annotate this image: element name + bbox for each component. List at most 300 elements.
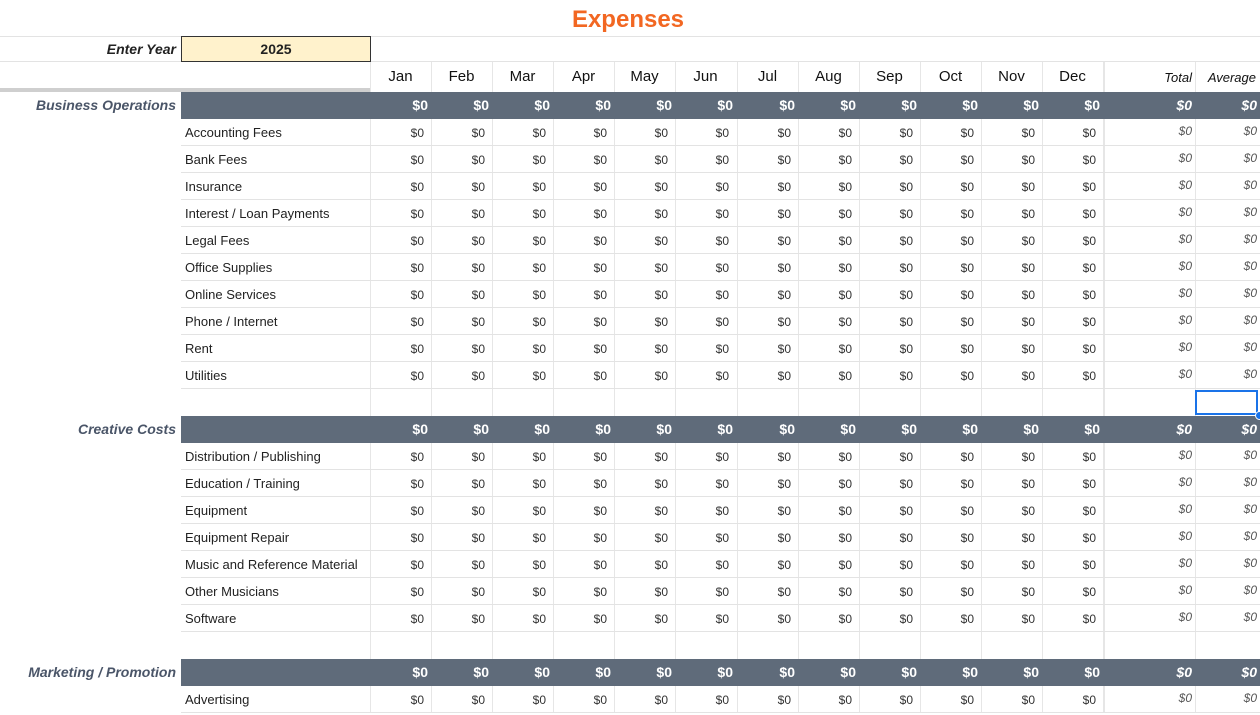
expense-cell[interactable]: $0 (532, 585, 546, 599)
expense-cell[interactable]: $0 (654, 585, 668, 599)
expense-cell[interactable]: $0 (838, 207, 852, 221)
expense-cell[interactable]: $0 (593, 126, 607, 140)
item-total[interactable]: $0 (1178, 475, 1192, 489)
item-average[interactable]: $0 (1243, 502, 1257, 516)
expense-cell[interactable]: $0 (1021, 207, 1035, 221)
expense-cell[interactable]: $0 (1082, 585, 1096, 599)
expense-cell[interactable]: $0 (1082, 180, 1096, 194)
expense-cell[interactable]: $0 (960, 288, 974, 302)
expense-cell[interactable]: $0 (838, 450, 852, 464)
expense-cell[interactable]: $0 (654, 693, 668, 707)
expense-cell[interactable]: $0 (960, 153, 974, 167)
expense-cell[interactable]: $0 (777, 153, 791, 167)
expense-cell[interactable]: $0 (838, 693, 852, 707)
expense-cell[interactable]: $0 (1082, 450, 1096, 464)
item-total[interactable]: $0 (1178, 610, 1192, 624)
expense-cell[interactable]: $0 (654, 504, 668, 518)
expense-cell[interactable]: $0 (960, 369, 974, 383)
expense-cell[interactable]: $0 (532, 234, 546, 248)
item-total[interactable]: $0 (1178, 448, 1192, 462)
expense-cell[interactable]: $0 (960, 315, 974, 329)
expense-item-label[interactable]: Accounting Fees (185, 125, 282, 140)
expense-cell[interactable]: $0 (410, 288, 424, 302)
expense-cell[interactable]: $0 (838, 504, 852, 518)
expense-item-label[interactable]: Legal Fees (185, 233, 250, 248)
expense-cell[interactable]: $0 (777, 558, 791, 572)
expense-cell[interactable]: $0 (899, 477, 913, 491)
expense-cell[interactable]: $0 (593, 261, 607, 275)
expense-cell[interactable]: $0 (960, 234, 974, 248)
expense-cell[interactable]: $0 (532, 450, 546, 464)
expense-cell[interactable]: $0 (1021, 126, 1035, 140)
item-average[interactable]: $0 (1243, 556, 1257, 570)
item-average[interactable]: $0 (1243, 529, 1257, 543)
expense-cell[interactable]: $0 (899, 288, 913, 302)
expense-cell[interactable]: $0 (960, 450, 974, 464)
section-month-total[interactable]: $0 (779, 421, 795, 437)
section-month-total[interactable]: $0 (901, 97, 917, 113)
expense-cell[interactable]: $0 (777, 126, 791, 140)
expense-item-label[interactable]: Advertising (185, 692, 250, 707)
expense-cell[interactable]: $0 (654, 612, 668, 626)
expense-cell[interactable]: $0 (471, 153, 485, 167)
section-month-total[interactable]: $0 (412, 421, 428, 437)
expense-cell[interactable]: $0 (960, 261, 974, 275)
item-average[interactable]: $0 (1243, 610, 1257, 624)
expense-cell[interactable]: $0 (960, 180, 974, 194)
expense-cell[interactable]: $0 (838, 261, 852, 275)
expense-cell[interactable]: $0 (1082, 261, 1096, 275)
expense-cell[interactable]: $0 (654, 126, 668, 140)
expense-cell[interactable]: $0 (471, 369, 485, 383)
expense-cell[interactable]: $0 (899, 180, 913, 194)
expense-cell[interactable]: $0 (532, 558, 546, 572)
expense-cell[interactable]: $0 (1082, 153, 1096, 167)
expense-cell[interactable]: $0 (899, 558, 913, 572)
section-month-total[interactable]: $0 (779, 664, 795, 680)
expense-cell[interactable]: $0 (532, 315, 546, 329)
expense-cell[interactable]: $0 (838, 369, 852, 383)
item-total[interactable]: $0 (1178, 313, 1192, 327)
expense-cell[interactable]: $0 (1021, 477, 1035, 491)
expense-cell[interactable]: $0 (410, 180, 424, 194)
expense-cell[interactable]: $0 (532, 531, 546, 545)
expense-item-label[interactable]: Online Services (185, 287, 277, 302)
expense-cell[interactable]: $0 (838, 531, 852, 545)
section-month-total[interactable]: $0 (656, 97, 672, 113)
section-month-total[interactable]: $0 (534, 664, 550, 680)
section-total[interactable]: $0 (1176, 97, 1192, 113)
item-average[interactable]: $0 (1243, 259, 1257, 273)
expense-cell[interactable]: $0 (899, 585, 913, 599)
expense-cell[interactable]: $0 (532, 288, 546, 302)
section-month-total[interactable]: $0 (656, 421, 672, 437)
expense-cell[interactable]: $0 (715, 450, 729, 464)
item-total[interactable]: $0 (1178, 286, 1192, 300)
expense-cell[interactable]: $0 (1082, 288, 1096, 302)
expense-cell[interactable]: $0 (654, 450, 668, 464)
expense-cell[interactable]: $0 (654, 153, 668, 167)
expense-cell[interactable]: $0 (654, 369, 668, 383)
expense-cell[interactable]: $0 (777, 234, 791, 248)
expense-cell[interactable]: $0 (715, 504, 729, 518)
expense-cell[interactable]: $0 (532, 693, 546, 707)
year-input[interactable]: 2025 (181, 36, 371, 62)
expense-item-label[interactable]: Equipment (185, 503, 248, 518)
expense-cell[interactable]: $0 (1021, 342, 1035, 356)
item-average[interactable]: $0 (1243, 205, 1257, 219)
item-average[interactable]: $0 (1243, 286, 1257, 300)
expense-cell[interactable]: $0 (1082, 234, 1096, 248)
expense-cell[interactable]: $0 (532, 342, 546, 356)
expense-cell[interactable]: $0 (593, 450, 607, 464)
expense-cell[interactable]: $0 (1082, 126, 1096, 140)
expense-cell[interactable]: $0 (471, 126, 485, 140)
expense-item-label[interactable]: Phone / Internet (185, 314, 278, 329)
expense-cell[interactable]: $0 (960, 693, 974, 707)
item-total[interactable]: $0 (1178, 124, 1192, 138)
section-month-total[interactable]: $0 (1084, 664, 1100, 680)
item-total[interactable]: $0 (1178, 205, 1192, 219)
expense-cell[interactable]: $0 (715, 153, 729, 167)
section-month-total[interactable]: $0 (1023, 421, 1039, 437)
expense-item-label[interactable]: Utilities (185, 368, 227, 383)
expense-cell[interactable]: $0 (715, 369, 729, 383)
expense-cell[interactable]: $0 (654, 477, 668, 491)
section-month-total[interactable]: $0 (901, 664, 917, 680)
expense-cell[interactable]: $0 (715, 585, 729, 599)
expense-cell[interactable]: $0 (654, 342, 668, 356)
section-month-total[interactable]: $0 (595, 421, 611, 437)
expense-cell[interactable]: $0 (471, 693, 485, 707)
item-total[interactable]: $0 (1178, 691, 1192, 705)
section-month-total[interactable]: $0 (1023, 664, 1039, 680)
expense-cell[interactable]: $0 (1021, 612, 1035, 626)
expense-cell[interactable]: $0 (715, 234, 729, 248)
section-average[interactable]: $0 (1241, 97, 1257, 113)
expense-cell[interactable]: $0 (471, 450, 485, 464)
expense-cell[interactable]: $0 (471, 504, 485, 518)
expense-cell[interactable]: $0 (899, 207, 913, 221)
expense-cell[interactable]: $0 (899, 261, 913, 275)
expense-cell[interactable]: $0 (410, 558, 424, 572)
expense-item-label[interactable]: Education / Training (185, 476, 300, 491)
expense-cell[interactable]: $0 (838, 288, 852, 302)
expense-cell[interactable]: $0 (410, 207, 424, 221)
expense-cell[interactable]: $0 (654, 207, 668, 221)
expense-cell[interactable]: $0 (532, 207, 546, 221)
section-month-total[interactable]: $0 (534, 421, 550, 437)
item-total[interactable]: $0 (1178, 583, 1192, 597)
expense-cell[interactable]: $0 (593, 153, 607, 167)
expense-item-label[interactable]: Software (185, 611, 237, 626)
expense-cell[interactable]: $0 (593, 288, 607, 302)
expense-item-label[interactable]: Rent (185, 341, 213, 356)
item-average[interactable]: $0 (1243, 151, 1257, 165)
section-month-total[interactable]: $0 (595, 664, 611, 680)
selected-cell[interactable] (1195, 390, 1258, 415)
expense-cell[interactable]: $0 (593, 180, 607, 194)
section-month-total[interactable]: $0 (962, 664, 978, 680)
expense-cell[interactable]: $0 (838, 585, 852, 599)
section-average[interactable]: $0 (1241, 664, 1257, 680)
expense-cell[interactable]: $0 (532, 261, 546, 275)
expense-item-label[interactable]: Bank Fees (185, 152, 248, 167)
section-month-total[interactable]: $0 (656, 664, 672, 680)
expense-cell[interactable]: $0 (654, 288, 668, 302)
section-month-total[interactable]: $0 (779, 97, 795, 113)
expense-cell[interactable]: $0 (960, 558, 974, 572)
expense-cell[interactable]: $0 (410, 450, 424, 464)
expense-cell[interactable]: $0 (410, 504, 424, 518)
expense-cell[interactable]: $0 (410, 612, 424, 626)
section-month-total[interactable]: $0 (901, 421, 917, 437)
expense-cell[interactable]: $0 (593, 369, 607, 383)
expense-cell[interactable]: $0 (532, 612, 546, 626)
expense-cell[interactable]: $0 (715, 126, 729, 140)
expense-cell[interactable]: $0 (471, 315, 485, 329)
expense-cell[interactable]: $0 (593, 315, 607, 329)
expense-cell[interactable]: $0 (777, 369, 791, 383)
expense-cell[interactable]: $0 (899, 531, 913, 545)
item-average[interactable]: $0 (1243, 313, 1257, 327)
expense-cell[interactable]: $0 (471, 207, 485, 221)
expense-cell[interactable]: $0 (1021, 261, 1035, 275)
expense-cell[interactable]: $0 (1082, 693, 1096, 707)
expense-cell[interactable]: $0 (715, 531, 729, 545)
expense-cell[interactable]: $0 (1021, 585, 1035, 599)
expense-cell[interactable]: $0 (838, 234, 852, 248)
expense-cell[interactable]: $0 (777, 315, 791, 329)
expense-cell[interactable]: $0 (899, 315, 913, 329)
expense-cell[interactable]: $0 (1021, 288, 1035, 302)
expense-cell[interactable]: $0 (1082, 369, 1096, 383)
expense-cell[interactable]: $0 (471, 180, 485, 194)
expense-cell[interactable]: $0 (410, 342, 424, 356)
section-month-total[interactable]: $0 (1084, 97, 1100, 113)
expense-cell[interactable]: $0 (899, 369, 913, 383)
section-total[interactable]: $0 (1176, 421, 1192, 437)
item-total[interactable]: $0 (1178, 556, 1192, 570)
section-month-total[interactable]: $0 (473, 664, 489, 680)
item-average[interactable]: $0 (1243, 232, 1257, 246)
expense-cell[interactable]: $0 (410, 153, 424, 167)
section-month-total[interactable]: $0 (962, 97, 978, 113)
expense-cell[interactable]: $0 (960, 612, 974, 626)
section-month-total[interactable]: $0 (412, 664, 428, 680)
expense-cell[interactable]: $0 (715, 207, 729, 221)
expense-cell[interactable]: $0 (960, 342, 974, 356)
expense-cell[interactable]: $0 (593, 477, 607, 491)
item-total[interactable]: $0 (1178, 340, 1192, 354)
expense-item-label[interactable]: Insurance (185, 179, 243, 194)
expense-cell[interactable]: $0 (1082, 315, 1096, 329)
expense-cell[interactable]: $0 (654, 180, 668, 194)
expense-cell[interactable]: $0 (715, 693, 729, 707)
expense-cell[interactable]: $0 (777, 612, 791, 626)
expense-cell[interactable]: $0 (532, 126, 546, 140)
expense-cell[interactable]: $0 (593, 612, 607, 626)
section-month-total[interactable]: $0 (473, 97, 489, 113)
expense-cell[interactable]: $0 (715, 612, 729, 626)
expense-cell[interactable]: $0 (777, 450, 791, 464)
expense-cell[interactable]: $0 (715, 558, 729, 572)
expense-cell[interactable]: $0 (899, 612, 913, 626)
expense-cell[interactable]: $0 (838, 153, 852, 167)
expense-cell[interactable]: $0 (777, 477, 791, 491)
section-month-total[interactable]: $0 (717, 421, 733, 437)
expense-cell[interactable]: $0 (960, 207, 974, 221)
item-total[interactable]: $0 (1178, 151, 1192, 165)
expense-cell[interactable]: $0 (1082, 504, 1096, 518)
expense-cell[interactable]: $0 (593, 234, 607, 248)
item-total[interactable]: $0 (1178, 529, 1192, 543)
expense-cell[interactable]: $0 (410, 315, 424, 329)
expense-cell[interactable]: $0 (593, 531, 607, 545)
expense-cell[interactable]: $0 (1021, 531, 1035, 545)
expense-cell[interactable]: $0 (593, 342, 607, 356)
expense-cell[interactable]: $0 (654, 315, 668, 329)
item-average[interactable]: $0 (1243, 691, 1257, 705)
expense-cell[interactable]: $0 (777, 693, 791, 707)
expense-cell[interactable]: $0 (1082, 612, 1096, 626)
expense-cell[interactable]: $0 (715, 315, 729, 329)
expense-cell[interactable]: $0 (471, 477, 485, 491)
expense-cell[interactable]: $0 (410, 369, 424, 383)
section-average[interactable]: $0 (1241, 421, 1257, 437)
expense-cell[interactable]: $0 (777, 504, 791, 518)
expense-cell[interactable]: $0 (471, 288, 485, 302)
expense-cell[interactable]: $0 (1082, 477, 1096, 491)
expense-cell[interactable]: $0 (899, 153, 913, 167)
expense-cell[interactable]: $0 (715, 261, 729, 275)
section-month-total[interactable]: $0 (962, 421, 978, 437)
expense-cell[interactable]: $0 (899, 450, 913, 464)
expense-item-label[interactable]: Music and Reference Material (185, 557, 358, 572)
section-month-total[interactable]: $0 (840, 97, 856, 113)
expense-cell[interactable]: $0 (899, 234, 913, 248)
expense-cell[interactable]: $0 (471, 612, 485, 626)
section-month-total[interactable]: $0 (595, 97, 611, 113)
expense-cell[interactable]: $0 (410, 693, 424, 707)
expense-cell[interactable]: $0 (593, 207, 607, 221)
expense-cell[interactable]: $0 (471, 261, 485, 275)
expense-cell[interactable]: $0 (654, 261, 668, 275)
expense-cell[interactable]: $0 (960, 126, 974, 140)
expense-cell[interactable]: $0 (471, 558, 485, 572)
expense-cell[interactable]: $0 (1021, 693, 1035, 707)
item-average[interactable]: $0 (1243, 340, 1257, 354)
expense-cell[interactable]: $0 (777, 288, 791, 302)
expense-cell[interactable]: $0 (532, 153, 546, 167)
expense-item-label[interactable]: Distribution / Publishing (185, 449, 321, 464)
expense-cell[interactable]: $0 (471, 531, 485, 545)
expense-cell[interactable]: $0 (532, 504, 546, 518)
expense-cell[interactable]: $0 (593, 558, 607, 572)
expense-cell[interactable]: $0 (838, 126, 852, 140)
section-month-total[interactable]: $0 (840, 421, 856, 437)
item-total[interactable]: $0 (1178, 178, 1192, 192)
expense-item-label[interactable]: Equipment Repair (185, 530, 290, 545)
expense-cell[interactable]: $0 (410, 531, 424, 545)
expense-cell[interactable]: $0 (654, 558, 668, 572)
expense-cell[interactable]: $0 (532, 477, 546, 491)
expense-item-label[interactable]: Other Musicians (185, 584, 279, 599)
expense-cell[interactable]: $0 (410, 261, 424, 275)
expense-cell[interactable]: $0 (1021, 153, 1035, 167)
expense-cell[interactable]: $0 (532, 180, 546, 194)
expense-item-label[interactable]: Office Supplies (185, 260, 273, 275)
expense-cell[interactable]: $0 (777, 207, 791, 221)
item-average[interactable]: $0 (1243, 124, 1257, 138)
section-month-total[interactable]: $0 (717, 664, 733, 680)
item-average[interactable]: $0 (1243, 583, 1257, 597)
expense-cell[interactable]: $0 (838, 612, 852, 626)
expense-cell[interactable]: $0 (838, 558, 852, 572)
expense-cell[interactable]: $0 (654, 234, 668, 248)
expense-cell[interactable]: $0 (1021, 504, 1035, 518)
section-month-total[interactable]: $0 (534, 97, 550, 113)
item-total[interactable]: $0 (1178, 259, 1192, 273)
expense-cell[interactable]: $0 (899, 693, 913, 707)
item-total[interactable]: $0 (1178, 367, 1192, 381)
expense-cell[interactable]: $0 (960, 504, 974, 518)
expense-cell[interactable]: $0 (960, 477, 974, 491)
expense-cell[interactable]: $0 (777, 585, 791, 599)
expense-cell[interactable]: $0 (1082, 342, 1096, 356)
expense-cell[interactable]: $0 (654, 531, 668, 545)
expense-cell[interactable]: $0 (593, 504, 607, 518)
expense-cell[interactable]: $0 (715, 288, 729, 302)
expense-cell[interactable]: $0 (593, 693, 607, 707)
expense-cell[interactable]: $0 (838, 477, 852, 491)
expense-cell[interactable]: $0 (410, 477, 424, 491)
expense-cell[interactable]: $0 (899, 504, 913, 518)
expense-cell[interactable]: $0 (410, 585, 424, 599)
expense-cell[interactable]: $0 (532, 369, 546, 383)
expense-cell[interactable]: $0 (1082, 558, 1096, 572)
expense-cell[interactable]: $0 (960, 585, 974, 599)
expense-cell[interactable]: $0 (1021, 315, 1035, 329)
section-month-total[interactable]: $0 (1084, 421, 1100, 437)
fill-handle[interactable] (1255, 411, 1260, 420)
expense-cell[interactable]: $0 (838, 315, 852, 329)
expense-cell[interactable]: $0 (838, 342, 852, 356)
expense-cell[interactable]: $0 (777, 180, 791, 194)
expense-cell[interactable]: $0 (777, 342, 791, 356)
expense-cell[interactable]: $0 (1021, 234, 1035, 248)
item-total[interactable]: $0 (1178, 232, 1192, 246)
expense-cell[interactable]: $0 (777, 531, 791, 545)
expense-cell[interactable]: $0 (1021, 558, 1035, 572)
expense-cell[interactable]: $0 (1082, 207, 1096, 221)
expense-cell[interactable]: $0 (410, 234, 424, 248)
expense-cell[interactable]: $0 (410, 126, 424, 140)
expense-cell[interactable]: $0 (715, 180, 729, 194)
expense-cell[interactable]: $0 (593, 585, 607, 599)
section-month-total[interactable]: $0 (412, 97, 428, 113)
expense-cell[interactable]: $0 (960, 531, 974, 545)
expense-cell[interactable]: $0 (471, 234, 485, 248)
section-month-total[interactable]: $0 (717, 97, 733, 113)
item-total[interactable]: $0 (1178, 502, 1192, 516)
item-average[interactable]: $0 (1243, 475, 1257, 489)
expense-cell[interactable]: $0 (1082, 531, 1096, 545)
expense-cell[interactable]: $0 (1021, 450, 1035, 464)
expense-cell[interactable]: $0 (715, 477, 729, 491)
expense-cell[interactable]: $0 (1021, 180, 1035, 194)
section-month-total[interactable]: $0 (840, 664, 856, 680)
